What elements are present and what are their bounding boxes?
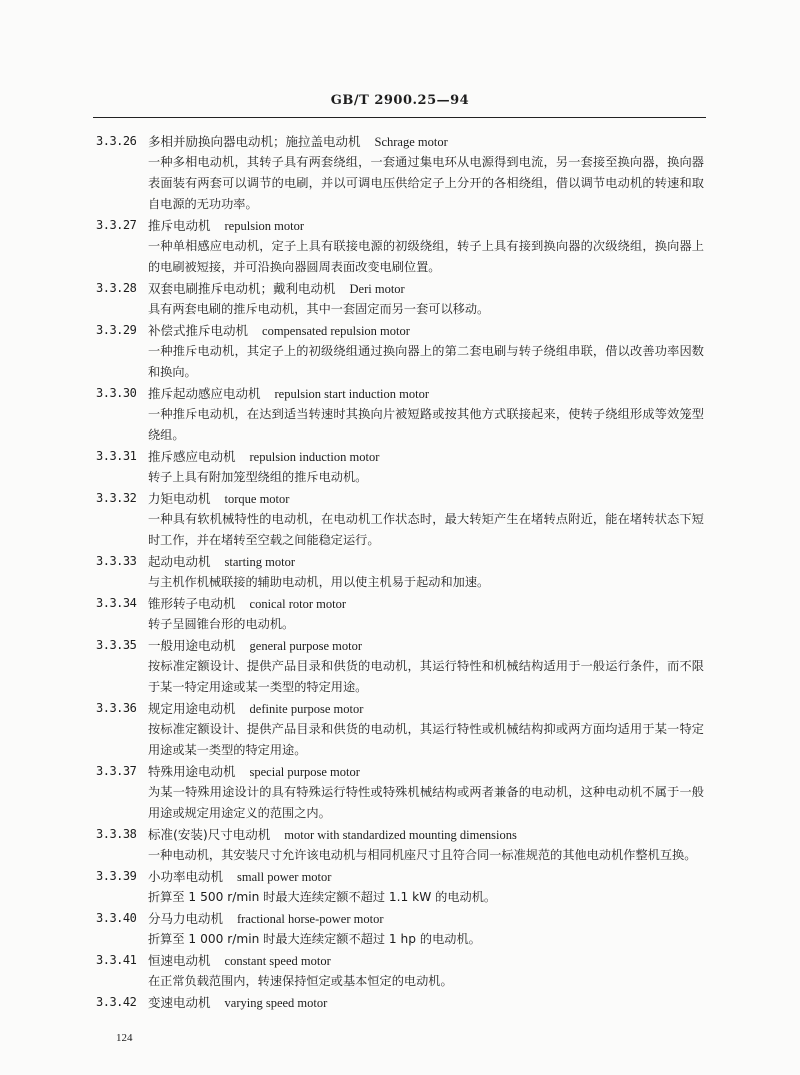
- term-heading: [0, 278, 800, 299]
- term-english: general purpose motor: [249, 639, 362, 653]
- term-english: Schrage motor: [374, 135, 448, 149]
- clause-number: 3.3.31: [96, 449, 137, 463]
- term-chinese: 变速电动机: [148, 995, 211, 1010]
- term-entry: [0, 215, 800, 278]
- term-english: starting motor: [224, 555, 295, 569]
- term-english: repulsion motor: [224, 219, 305, 233]
- term-heading: [0, 446, 800, 467]
- term-chinese: 分马力电动机: [148, 911, 224, 926]
- term-english: definite purpose motor: [249, 702, 364, 716]
- clause-number: 3.3.28: [96, 281, 137, 295]
- term-chinese: 推斥感应电动机: [148, 449, 236, 464]
- clause-number: 3.3.37: [96, 764, 137, 778]
- term-definition: 按标准定额设计、提供产品目录和供货的电动机，其运行特性或机械结构抑或两方面均适用于某一特定用途或某一类型的特定用途。: [148, 722, 704, 757]
- term-entry: [0, 131, 800, 215]
- term-english: fractional horse-power motor: [237, 912, 384, 926]
- term-definition: 按标准定额设计、提供产品目录和供货的电动机，其运行特性和机械结构适用于一般运行条件，而不限于某一特定用途或某一类型的特定用途。: [148, 659, 704, 694]
- clause-number: 3.3.40: [96, 911, 137, 925]
- term-chinese: 力矩电动机: [148, 491, 211, 506]
- term-name: [148, 383, 429, 405]
- term-name: [148, 278, 405, 300]
- term-definition: 与主机作机械联接的辅助电动机，用以使主机易于起动和加速。: [148, 575, 490, 589]
- term-definition: 一种推斥电动机，在达到适当转速时其换向片被短路或按其他方式联接起来，使转子绕组形成等效笼型绕组。: [148, 407, 704, 442]
- term-name: [148, 131, 448, 153]
- term-definition: 折算至 1 000 r/min 时最大连续定额不超过 1 hp 的电动机。: [148, 932, 481, 946]
- term-heading: [0, 824, 800, 845]
- term-english: Deri motor: [349, 282, 405, 296]
- term-entry: [0, 446, 800, 488]
- term-entry: [0, 866, 800, 908]
- term-definition: 一种多相电动机，其转子具有两套绕组，一套通过集电环从电源得到电流，另一套接至换向器，换向器表面装有两套可以调节的电刷，并以可调电压供给定子上分开的各相绕组，借以调节电动机的转速和取自电源的无功功率。: [148, 155, 704, 211]
- term-definition: 转子呈圆锥台形的电动机。: [148, 617, 295, 631]
- term-name: [148, 635, 362, 657]
- term-entry: [0, 824, 800, 866]
- term-chinese: 小功率电动机: [148, 869, 224, 884]
- term-heading: [0, 488, 800, 509]
- term-entry: [0, 551, 800, 593]
- clause-number: 3.3.42: [96, 995, 137, 1009]
- term-name: [148, 488, 289, 510]
- term-heading: [0, 761, 800, 782]
- term-chinese: 规定用途电动机: [148, 701, 236, 716]
- term-name: [148, 551, 295, 573]
- term-chinese: 多相并励换向器电动机；施拉盖电动机: [148, 134, 361, 149]
- term-chinese: 补偿式推斥电动机: [148, 323, 249, 338]
- term-english: constant speed motor: [224, 954, 331, 968]
- term-chinese: 起动电动机: [148, 554, 211, 569]
- term-chinese: 推斥电动机: [148, 218, 211, 233]
- term-english: torque motor: [224, 492, 290, 506]
- term-entry: [0, 908, 800, 950]
- clause-number: 3.3.32: [96, 491, 137, 505]
- term-name: [148, 215, 304, 237]
- term-chinese: 推斥起动感应电动机: [148, 386, 261, 401]
- term-chinese: 特殊用途电动机: [148, 764, 236, 779]
- clause-number: 3.3.33: [96, 554, 137, 568]
- term-name: [148, 824, 517, 846]
- term-entry: [0, 761, 800, 824]
- page-number: 124: [116, 1032, 133, 1044]
- term-chinese: 双套电刷推斥电动机；戴利电动机: [148, 281, 336, 296]
- term-name: [148, 698, 363, 720]
- term-heading: [0, 593, 800, 614]
- term-heading: [0, 908, 800, 929]
- term-name: [148, 593, 346, 615]
- clause-number: 3.3.34: [96, 596, 137, 610]
- term-definition: 一种具有软机械特性的电动机，在电动机工作状态时，最大转矩产生在堵转点附近，能在堵转状态下短时工作，并在堵转至空载之间能稳定运行。: [148, 512, 704, 547]
- clause-number: 3.3.41: [96, 953, 137, 967]
- term-entry: [0, 320, 800, 383]
- term-name: [148, 761, 360, 783]
- term-definition: 折算至 1 500 r/min 时最大连续定额不超过 1.1 kW 的电动机。: [148, 890, 497, 904]
- term-entries: [0, 131, 800, 1013]
- term-heading: [0, 698, 800, 719]
- term-entry: [0, 698, 800, 761]
- term-name: [148, 446, 379, 468]
- term-definition: 在正常负载范围内，转速保持恒定或基本恒定的电动机。: [148, 974, 453, 988]
- term-definition: 一种电动机，其安装尺寸允许该电动机与相同机座尺寸且符合同一标准规范的其他电动机作整机互换。: [148, 848, 697, 862]
- term-entry: [0, 992, 800, 1013]
- clause-number: 3.3.29: [96, 323, 137, 337]
- term-heading: [0, 992, 800, 1013]
- term-definition: 一种单相感应电动机，定子上具有联接电源的初级绕组，转子上具有接到换向器的次级绕组，换向器上的电刷被短接，并可沿换向器圆周表面改变电刷位置。: [148, 239, 704, 274]
- term-name: [148, 866, 331, 888]
- clause-number: 3.3.38: [96, 827, 137, 841]
- term-heading: [0, 320, 800, 341]
- term-english: repulsion start induction motor: [274, 387, 430, 401]
- term-entry: [0, 950, 800, 992]
- term-heading: [0, 635, 800, 656]
- term-name: [148, 992, 327, 1014]
- term-heading: [0, 950, 800, 971]
- term-heading: [0, 866, 800, 887]
- term-definition: 转子上具有附加笼型绕组的推斥电动机。: [148, 470, 368, 484]
- page-header-standard-number: GB/T 2900.25—94: [330, 93, 470, 108]
- clause-number: 3.3.26: [96, 134, 137, 148]
- term-name: [148, 950, 331, 972]
- term-english: motor with standardized mounting dimensions: [284, 828, 517, 842]
- term-entry: [0, 278, 800, 320]
- term-english: conical rotor motor: [249, 597, 347, 611]
- clause-number: 3.3.30: [96, 386, 137, 400]
- term-definition: 具有两套电刷的推斥电动机，其中一套固定而另一套可以移动。: [148, 302, 490, 316]
- term-name: [148, 908, 384, 930]
- term-chinese: 一般用途电动机: [148, 638, 236, 653]
- term-definition: 一种推斥电动机，其定子上的初级绕组通过换向器上的第二套电刷与转子绕组串联，借以改善功率因数和换向。: [148, 344, 704, 379]
- header-rule: [93, 117, 706, 118]
- term-english: compensated repulsion motor: [262, 324, 410, 338]
- term-chinese: 锥形转子电动机: [148, 596, 236, 611]
- term-name: [148, 320, 410, 342]
- clause-number: 3.3.27: [96, 218, 137, 232]
- term-english: varying speed motor: [224, 996, 328, 1010]
- term-heading: [0, 215, 800, 236]
- term-chinese: 标准(安装)尺寸电动机: [148, 827, 271, 842]
- term-heading: [0, 551, 800, 572]
- term-english: small power motor: [237, 870, 332, 884]
- term-entry: [0, 593, 800, 635]
- term-english: special purpose motor: [249, 765, 360, 779]
- term-entry: [0, 635, 800, 698]
- clause-number: 3.3.36: [96, 701, 137, 715]
- term-english: repulsion induction motor: [249, 450, 380, 464]
- term-chinese: 恒速电动机: [148, 953, 211, 968]
- clause-number: 3.3.39: [96, 869, 137, 883]
- term-entry: [0, 383, 800, 446]
- term-heading: [0, 131, 800, 152]
- clause-number: 3.3.35: [96, 638, 137, 652]
- term-definition: 为某一特殊用途设计的具有特殊运行特性或特殊机械结构或两者兼备的电动机，这种电动机不属于一般用途或规定用途定义的范围之内。: [148, 785, 704, 820]
- term-entry: [0, 488, 800, 551]
- term-heading: [0, 383, 800, 404]
